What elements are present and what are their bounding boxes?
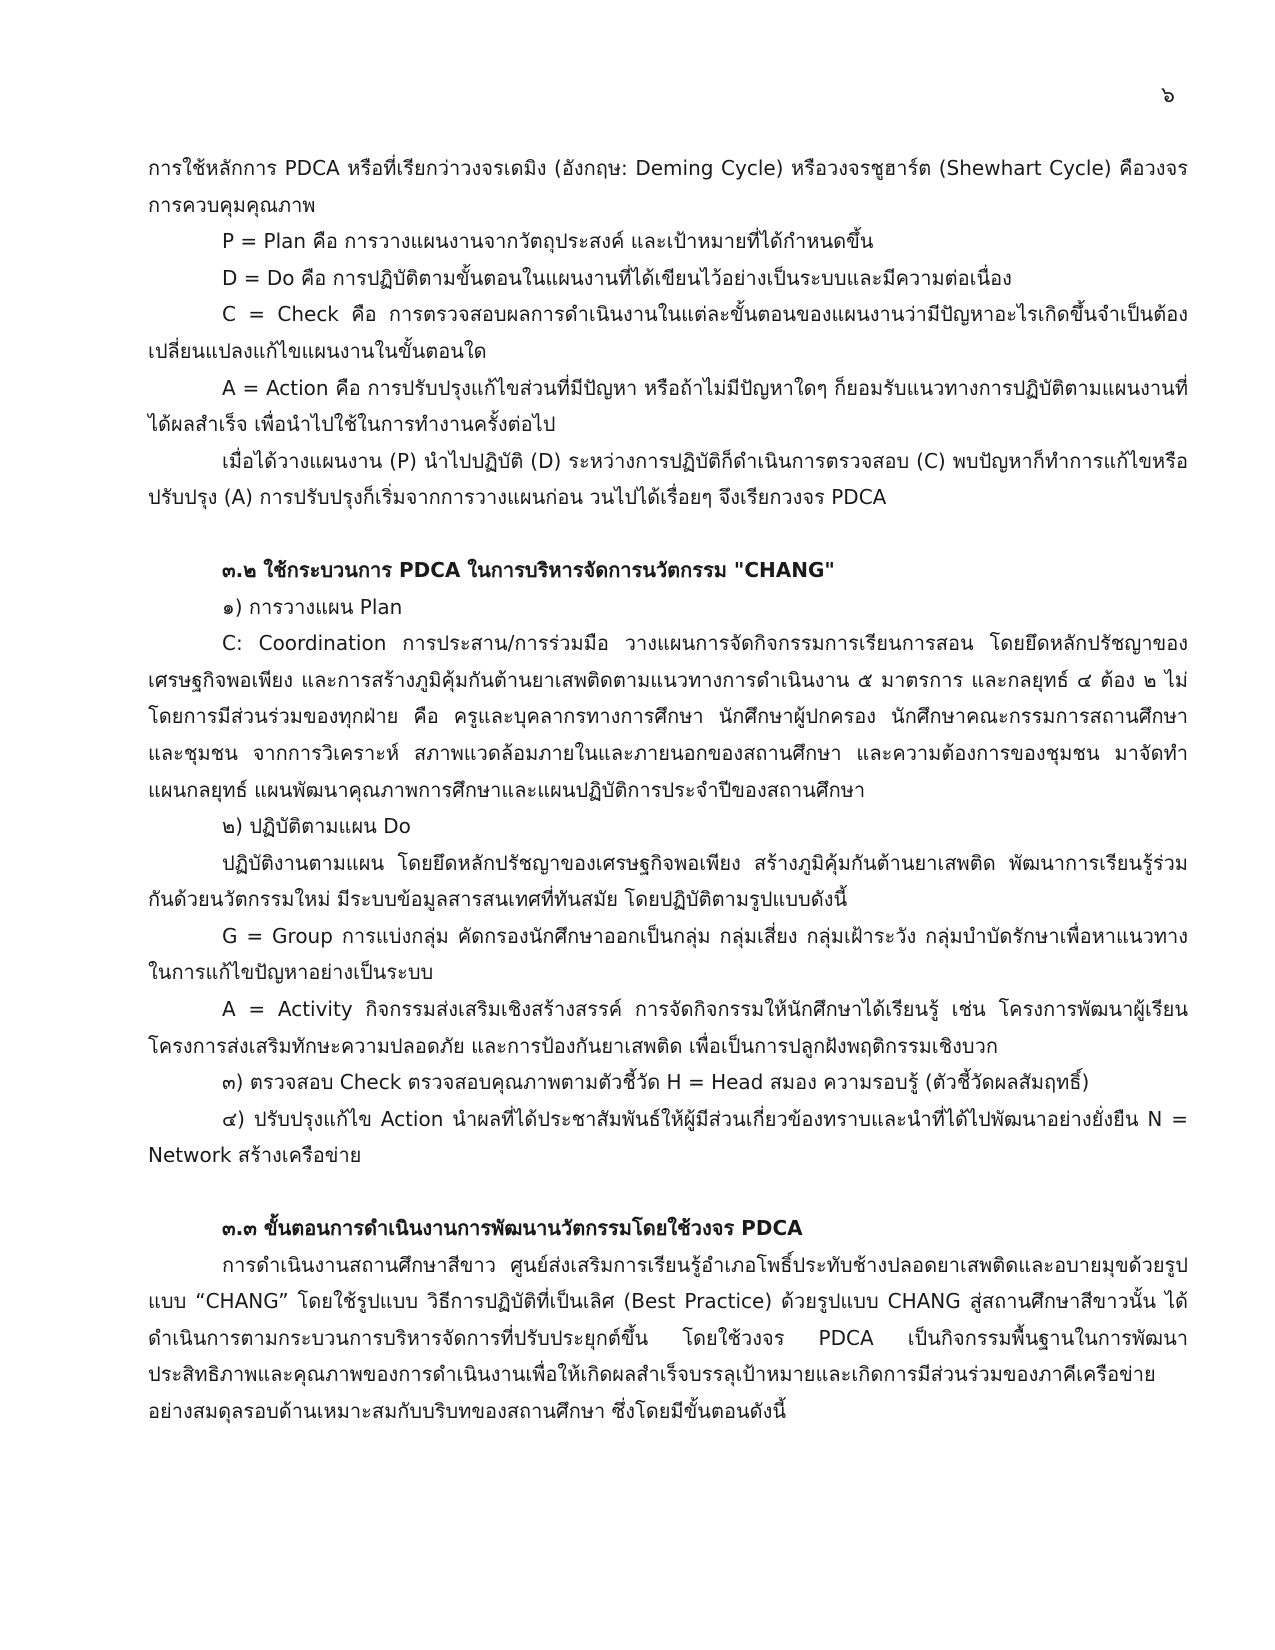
document-body [148, 150, 1188, 1430]
body-paragraph: C = Check คือ การตรวจสอบผลการดำเนินงานในแต่ละขั้นตอนของแผนงานว่ามีปัญหาอะไรเกิดขึ้นจำเป็นต้องเปลี่ยนแปลงแก้ไขแผนงานในขั้นตอนใด [148, 302, 1188, 363]
body-paragraph: การดำเนินงานสถานศึกษาสีขาว ศูนย์ส่งเสริมการเรียนรู้อำเภอโพธิ์ประทับช้างปลอดยาเสพติดและอบายมุขด้วยรูปแบบ “CHANG” โดยใช้รูปแบบ วิธีการปฏิบัติที่เป็นเลิศ (Best Practice) ด้วยรูปแบบ CHANG สู่สถานศึกษาสีขาวนั้น ได้ดำเนินการตามกระบวนการบริหารจัดการที่ปรับประยุกต์ขึ้น โดยใช้วงจร PDCA เป็นกิจกรรมพื้นฐานในการพัฒนาประสิทธิภาพและคุณภาพของการดำเนินงานเพื่อให้เกิดผลสำเร็จบรรลุเป้าหมายและเกิดการมีส่วนร่วมของภาคีเครือข่ายอย่างสมดุลรอบด้านเหมาะสมกับบริบทของสถานศึกษา ซึ่งโดยมีขั้นตอนดังนี้ [148, 1252, 1188, 1423]
section-gap [148, 1174, 1188, 1210]
section-gap [148, 516, 1188, 552]
body-paragraph: A = Activity กิจกรรมส่งเสริมเชิงสร้างสรรค์ การจัดกิจกรรมให้นักศึกษาได้เรียนรู้ เช่น โครงการพัฒนาผู้เรียนโครงการส่งเสริมทักษะความปลอดภัย และการป้องกันยาเสพติด เพื่อเป็นการปลูกฝังพฤติกรรมเชิงบวก [148, 997, 1188, 1058]
page-number: ๖ [1161, 83, 1175, 108]
body-paragraph: เมื่อได้วางแผนงาน (P) นำไปปฏิบัติ (D) ระหว่างการปฏิบัติก็ดำเนินการตรวจสอบ (C) พบปัญหาก็ทำการแก้ไขหรือปรับปรุง (A) การปรับปรุงก็เริ่มจากการวางแผนก่อน วนไปได้เรื่อยๆ จึงเรียกวงจร PDCA [148, 448, 1188, 510]
body-paragraph: ๒) ปฏิบัติตามแผน Do [222, 814, 411, 839]
body-paragraph: P = Plan คือ การวางแผนงานจากวัตถุประสงค์ และเป้าหมายที่ได้กำหนดขึ้น [222, 229, 874, 254]
section-heading: ๓.๓ ขั้นตอนการดำเนินงานการพัฒนานวัตกรรมโดยใช้วงจร PDCA [222, 1216, 803, 1241]
section-heading: ๓.๒ ใช้กระบวนการ PDCA ในการบริหารจัดการนวัตกรรม "CHANG" [222, 557, 835, 582]
body-paragraph: A = Action คือ การปรับปรุงแก้ไขส่วนที่มีปัญหา หรือถ้าไม่มีปัญหาใดๆ ก็ยอมรับแนวทางการปฏิบัติตามแผนงานที่ได้ผลสำเร็จ เพื่อนำไปใช้ในการทำงานครั้งต่อไป [148, 375, 1188, 437]
body-paragraph: ๑) การวางแผน Plan [222, 594, 403, 619]
body-paragraph: ปฏิบัติงานตามแผน โดยยึดหลักปรัชญาของเศรษฐกิจพอเพียง สร้างภูมิคุ้มกันต้านยาเสพติด พัฒนาการเรียนรู้ร่วมกันด้วยนวัตกรรมใหม่ มีระบบข้อมูลสารสนเทศที่ทันสมัย โดยปฏิบัติตามรูปแบบดังนี้ [148, 850, 1188, 912]
body-paragraph: G = Group การแบ่งกลุ่ม คัดกรองนักศึกษาออกเป็นกลุ่ม กลุ่มเสี่ยง กลุ่มเฝ้าระวัง กลุ่มบำบัดรักษาเพื่อหาแนวทางในการแก้ไขปัญหาอย่างเป็นระบบ [148, 923, 1188, 985]
body-paragraph: ๓) ตรวจสอบ Check ตรวจสอบคุณภาพตามตัวชี้วัด H = Head สมอง ความรอบรู้ (ตัวชี้วัดผลสัมฤทธิ์) [222, 1070, 1090, 1095]
body-paragraph: การใช้หลักการ PDCA หรือที่เรียกว่าวงจรเดมิง (อังกฤษ: Deming Cycle) หรือวงจรชูฮาร์ต (Shewhart Cycle) คือวงจรการควบคุมคุณภาพ [148, 156, 1188, 217]
body-paragraph: D = Do คือ การปฏิบัติตามขั้นตอนในแผนงานที่ได้เขียนไว้อย่างเป็นระบบและมีความต่อเนื่อง [222, 265, 1012, 290]
body-paragraph: C: Coordination การประสาน/การร่วมมือ วางแผนการจัดกิจกรรมการเรียนการสอน โดยยึดหลักปรัชญาของเศรษฐกิจพอเพียง และการสร้างภูมิคุ้มกันต้านยาเสพติดตามแนวทางการดำเนินงาน ๕ มาตรการ และกลยุทธ์ ๔ ต้อง ๒ ไม่ โดยการมีส่วนร่วมของทุกฝ่าย คือ ครูและบุคลากรทางการศึกษา นักศึกษาผู้ปกครอง นักศึกษาคณะกรรมการสถานศึกษา และชุมชน จากการวิเคราะห์ สภาพแวดล้อมภายในและภายนอกของสถานศึกษา และความต้องการของชุมชน มาจัดทำแผนกลยุทธ์ แผนพัฒนาคุณภาพการศึกษาและแผนปฏิบัติการประจำปีของสถานศึกษา [148, 631, 1188, 802]
body-paragraph: ๔) ปรับปรุงแก้ไข Action นำผลที่ได้ประชาสัมพันธ์ให้ผู้มีส่วนเกี่ยวข้องทราบและนำที่ได้ไปพัฒนาอย่างยั่งยืน N = Network สร้างเครือข่าย [148, 1106, 1188, 1168]
